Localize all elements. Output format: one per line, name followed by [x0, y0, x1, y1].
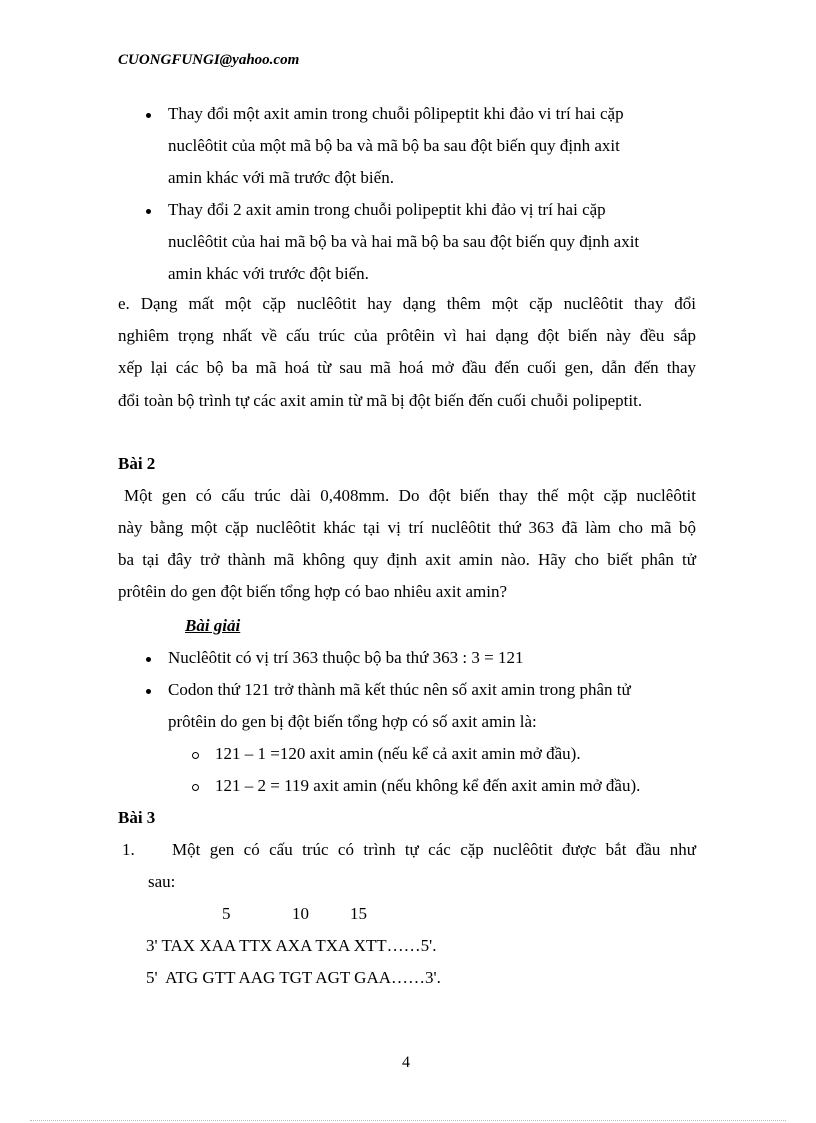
bullet-1-line-2: nuclêôtit của một mã bộ ba và mã bộ ba sau đột biến quy định axit: [168, 136, 620, 155]
bullet-2-line-1: Thay đổi 2 axit amin trong chuỗi polipeptit khi đảo vị trí hai cặp: [168, 200, 606, 219]
bai2-heading: Bài 2: [118, 454, 156, 473]
bullet-2-line-3: amin khác với trước đột biến.: [168, 264, 369, 283]
paragraph-e-line-3: xếp lại các bộ ba mã hoá từ sau mã hoá mở đầu đến cuối gen, dẫn đến thay: [118, 358, 696, 377]
circle-bullet-icon: [192, 752, 199, 759]
bai2-line-4: prôtêin do gen đột biến tổng hợp có bao nhiêu axit amin?: [118, 582, 508, 601]
sub-item-1: 121 – 1 =120 axit amin (nếu kể cả axit amin mở đầu).: [215, 744, 581, 763]
bullet-icon: [146, 657, 151, 662]
paragraph-e-line-1: e. Dạng mất một cặp nuclêôtit hay dạng thêm một cặp nuclêôtit thay đổi: [118, 294, 696, 313]
bullet-icon: [146, 113, 151, 118]
bai3-item-line-2: sau:: [148, 872, 176, 891]
position-label-10: 10: [292, 904, 309, 923]
bai3-heading: Bài 3: [118, 808, 156, 827]
header-email: CUONGFUNGI@yahoo.com: [118, 52, 300, 68]
bai3-item-number: 1.: [122, 840, 135, 859]
solution-bullet-2-line-2: prôtêin do gen bị đột biến tổng hợp có số axit amin là:: [168, 712, 537, 731]
bullet-icon: [146, 209, 151, 214]
bai2-line-2: này bằng một cặp nuclêôtit khác tại vị trí nuclêôtit thứ 363 đã làm cho mã bộ: [118, 518, 696, 537]
bullet-1-line-1: Thay đổi một axit amin trong chuỗi pôlipeptit khi đảo vi trí hai cặp: [168, 104, 624, 123]
paragraph-e-line-4: đổi toàn bộ trình tự các axit amin từ mã bị đột biến đến cuối chuỗi polipeptit.: [118, 391, 643, 410]
solution-bullet-2-line-1: Codon thứ 121 trở thành mã kết thúc nên số axit amin trong phân tử: [168, 680, 631, 699]
page-bottom-rule: [30, 1120, 786, 1121]
bullet-icon: [146, 689, 151, 694]
bai3-item-line-1: Một gen có cấu trúc có trình tự các cặp nuclêôtit được bắt đầu như: [172, 840, 696, 859]
dna-strand-1: 3' TAX XAA TTX AXA TXA XTT……5'.: [146, 936, 437, 955]
bullet-1-line-3: amin khác với mã trước đột biến.: [168, 168, 394, 187]
solution-bullet-1: Nuclêôtit có vị trí 363 thuộc bộ ba thứ 363 : 3 = 121: [168, 648, 524, 667]
position-label-5: 5: [222, 904, 231, 923]
bai2-line-3: ba tại đây trở thành mã không quy định axit amin nào. Hãy cho biết phân tử: [118, 550, 696, 569]
page-number: 4: [402, 1054, 410, 1071]
solution-title: Bài giải: [185, 616, 241, 635]
dna-strand-2: 5' ATG GTT AAG TGT AGT GAA……3'.: [146, 968, 441, 987]
position-label-15: 15: [350, 904, 367, 923]
bai2-line-1: Một gen có cấu trúc dài 0,408mm. Do đột biến thay thế một cặp nuclêôtit: [124, 486, 696, 505]
bullet-2-line-2: nuclêôtit của hai mã bộ ba và hai mã bộ ba sau đột biến quy định axit: [168, 232, 640, 251]
circle-bullet-icon: [192, 784, 199, 791]
paragraph-e-line-2: nghiêm trọng nhất về cấu trúc của prôtêin vì hai dạng đột biến này đều sắp: [118, 326, 696, 345]
sub-item-2: 121 – 2 = 119 axit amin (nếu không kể đến axit amin mở đầu).: [215, 776, 641, 795]
